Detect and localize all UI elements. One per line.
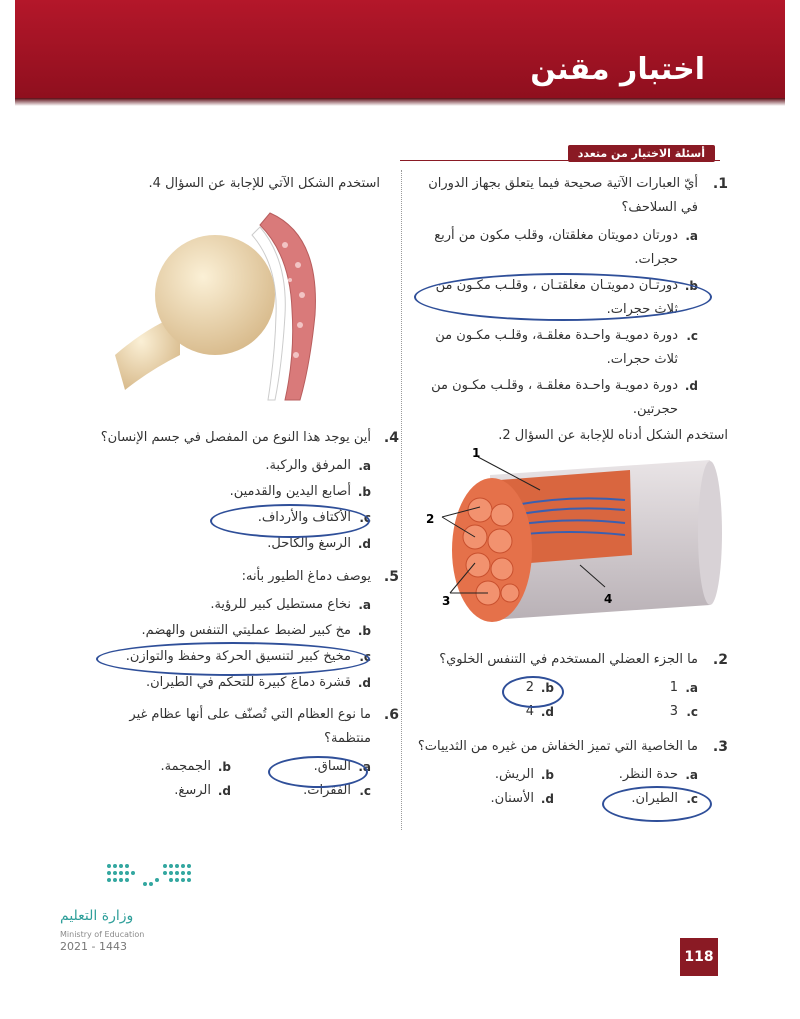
option-2c[interactable]: c. 3 bbox=[669, 704, 698, 719]
figure-4-prompt: استخدم الشكل الآتي للإجابة عن السؤال 4. bbox=[148, 176, 380, 191]
question-stem-cont: في السلاحف؟ bbox=[621, 200, 698, 215]
question-5 bbox=[80, 565, 399, 697]
question-stem: أين يوجد هذا النوع من المفصل في جسم الإنسان؟ bbox=[100, 430, 371, 445]
option-1c[interactable]: c. دورة دمويـة واحـدة مغلقـة، وقلـب مكـون من ثلاث حجرات. bbox=[435, 328, 698, 367]
option-2a[interactable]: a. 1 bbox=[669, 680, 698, 695]
muscle-figure bbox=[420, 445, 730, 645]
options-row-1 bbox=[410, 763, 698, 787]
option-3a[interactable]: a. حدة النظر. bbox=[618, 767, 698, 782]
ministry-dots-icon bbox=[105, 860, 195, 896]
option-1a[interactable]: a. دورتان دمويتان مغلقتان، وقلب مكون من أربع حجرات. bbox=[434, 228, 698, 267]
column-divider bbox=[401, 170, 402, 830]
option-3c[interactable]: c. الطيران. bbox=[631, 791, 698, 806]
question-number: 5. bbox=[383, 569, 399, 585]
figure-label-4: 4 bbox=[604, 592, 613, 606]
ministry-name-ar: وزارة التعليم bbox=[60, 908, 134, 924]
joint-figure bbox=[110, 205, 330, 405]
option-5c[interactable]: c. مخيخ كبير لتنسيق الحركة وحفظ والتوازن. bbox=[125, 649, 371, 664]
question-stem: ما الجزء العضلي المستخدم في التنفس الخلوي؟ bbox=[439, 652, 698, 667]
option-6a[interactable]: a. الساق. bbox=[313, 759, 371, 774]
option-4b[interactable]: b. أصابع اليدين والقدمين. bbox=[229, 484, 371, 499]
answer-circle-5c bbox=[96, 642, 370, 676]
question-stem: ما نوع العظام التي تُصنّف على أنها عظام غير منتظمة؟ bbox=[129, 707, 371, 746]
option-1b[interactable]: b. دورتـان دمويتـان مغلقتـان ، وقلـب مكـون من ثلاث حجرات. bbox=[435, 278, 698, 317]
option-4c[interactable]: c. الأكتاف والأرداف. bbox=[257, 510, 371, 525]
answer-circle-1b bbox=[414, 273, 712, 321]
question-6 bbox=[80, 703, 399, 803]
header-shadow bbox=[15, 98, 785, 106]
page-number: 118 bbox=[680, 938, 718, 976]
option-4d[interactable]: d. الرسغ والكاحل. bbox=[267, 536, 371, 551]
question-number: 1. bbox=[712, 176, 728, 192]
answer-circle-6c bbox=[268, 756, 368, 788]
question-1 bbox=[410, 172, 728, 220]
question-stem: يوصف دماغ الطيور بأنه: bbox=[241, 569, 371, 584]
option-3d[interactable]: d. الأسنان. bbox=[490, 791, 554, 806]
option-1d[interactable]: d. دورة دمويـة واحـدة مغلقـة ، وقلـب مكـون من حجرتين. bbox=[431, 378, 698, 417]
question-number: 3. bbox=[712, 739, 728, 755]
figure-label-3: 3 bbox=[442, 594, 451, 608]
question-number: 6. bbox=[383, 707, 399, 723]
answer-circle-2b bbox=[502, 676, 564, 708]
page-title: اختبار مقنن bbox=[530, 52, 705, 87]
option-5d[interactable]: d. قشرة دماغ كبيرة للتحكم في الطيران. bbox=[145, 675, 371, 690]
answer-circle-3c bbox=[602, 786, 712, 822]
option-6d[interactable]: d. الرسغ. bbox=[174, 783, 231, 798]
option-4a[interactable]: a. المرفق والركبة. bbox=[265, 458, 371, 473]
question-number: 2. bbox=[712, 652, 728, 668]
ball-head bbox=[155, 235, 275, 355]
section-label: أسئلة الاختيار من متعدد bbox=[568, 145, 715, 162]
edition-year: 2021 - 1443 bbox=[60, 940, 127, 953]
figure-2-prompt: استخدم الشكل أدناه للإجابة عن السؤال 2. bbox=[498, 428, 728, 443]
figure-label-2: 2 bbox=[426, 512, 435, 526]
ministry-name-en: Ministry of Education bbox=[60, 930, 145, 939]
question-stem: ما الخاصية التي تميز الخفاش من غيره من الثدييات؟ bbox=[417, 739, 698, 754]
sheath-end bbox=[698, 461, 722, 605]
option-6b[interactable]: b. الجمجمة. bbox=[160, 759, 231, 774]
option-2d[interactable]: d. 4 bbox=[525, 704, 554, 719]
option-3b[interactable]: b. الريش. bbox=[494, 767, 554, 782]
answer-circle-4c bbox=[210, 504, 370, 538]
option-2b[interactable]: b. 2 bbox=[525, 680, 554, 695]
figure-label-1: 1 bbox=[472, 446, 481, 460]
question-stem: أيّ العبارات الآتية صحيحة فيما يتعلق بجهاز الدوران bbox=[428, 176, 698, 191]
option-6c[interactable]: c. الفقرات. bbox=[303, 783, 371, 798]
option-5b[interactable]: b. مخ كبير لضبط عمليتي التنفس والهضم. bbox=[141, 623, 371, 638]
question-number: 4. bbox=[383, 430, 399, 446]
question-4 bbox=[80, 426, 399, 558]
option-5a[interactable]: a. نخاع مستطيل كبير للرؤية. bbox=[210, 597, 371, 612]
